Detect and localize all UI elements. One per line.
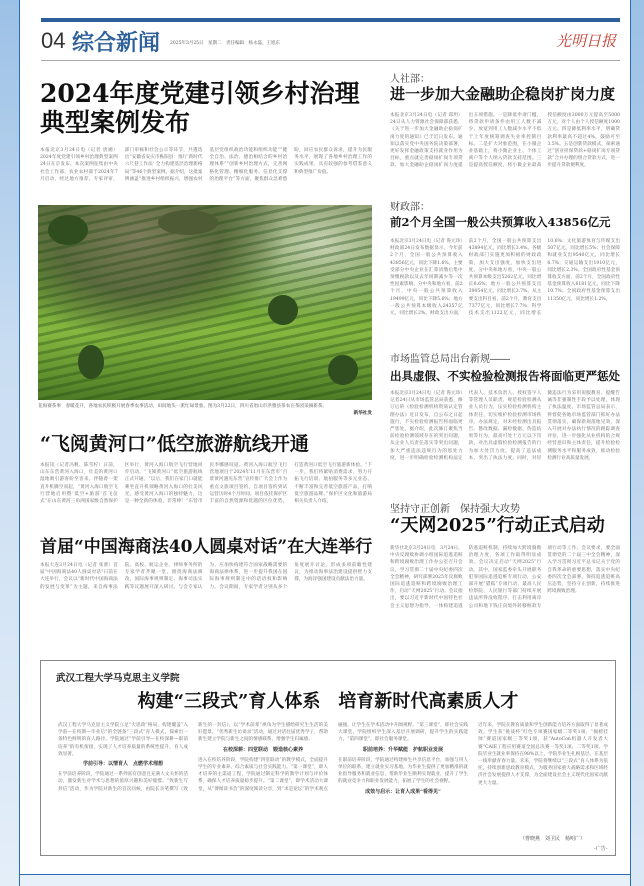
whut-subhead-3: 职前培养：升华赋能 护航职业发展 (362, 746, 443, 753)
whut-body (58, 722, 608, 830)
whut-box-title: 武汉工程大学马克思主义学院 (56, 673, 180, 684)
whut-para-4: 近年来，学院在教育质量和学生创新能力培养方面取得了显著成效。学生获“挑战杯”红色专项赛国家级二等奖1项，“揭榜挂帅”赛道国家级三等奖1项，获“AutoCon机器人开发者大赛”CAIE工程应用赛道全国总决赛一等奖1项、二等奖1项。学院毕业生就业率保持在98%以上，学院毕业生扎根基层，在基层一线奉献青春力量。未来，学院将继续以“三段式”育人体系为依托，持续创新思政教育模式，为服务国家重大战略需求和区域经济社会发展提供人才支撑，为全面建设社会主义现代化国家贡献更大力量。 (478, 723, 608, 786)
maritime-body: 本报大连3月24日电（记者 张蕾）首届“中国海商法40人圆桌对话”日前在大连举行，会议以“新时代中国海商法的发展与变革”为主题，来自海事法院、高校、航运企业、律师事务所的专家学者齐聚一堂，围绕海商法修改、国际海事规则制定、海事司法实践等议题展开深入研讨。与会专家认为，应加快构建符合国家战略需要的海商法律体系，进一步提升我国在国际海事规则制定中的话语权和影响力。会议期间，专家学者分别从多个角度展开讨论，形成多项前瞻性建议，为推动海事法治建设提供智力支撑，为海洋强国建设贡献法治力量。 (40, 563, 372, 590)
mof-body: 本报北京3月24日电（记者 鲁元珍）财政部24日发布数据显示，今年前2个月，全国一般公共预算收入43856亿元，同比下降1.6%，主要受部分中央企业在汇算清缴后集中预缴税款以及去年同期减少等一次性因素影响。分中央和地方看，前2个月，中央一般公共预算收入19499亿元，同比下降5.6%；地方一般公共预算本级收入24357亿元，同比增长2%。财政支出方面，前2个月，全国一般公共预算支出43894亿元，同比增长3.4%。各级财政部门实施更加积极的财政政策，加大支出强度，加快支出进度。分中央和地方看，中央一般公共预算本级支出5262亿元，同比增长8.6%；地方一般公共预算支出39054亿元，同比增长3.7%。从主要支出科目看，前2个月，教育支出7377亿元，同比增长7.7%；科学技术支出1122亿元，同比增长10.6%；文化旅游体育与传媒支出507亿元，同比增长5%；社会保障和就业支出9540亿元，同比增长6.7%；交通运输支出1910亿元，同比增长2.3%。全国政府性基金预算收支方面，前2个月，全国政府性基金预算收入6181亿元，同比下降10.7%；全国政府性基金预算支出11350亿元，同比增长1.2%。 (390, 239, 620, 317)
hrss-body: 本报北京3月24日电（记者 邱玥）24日从人力资源社会保障部获悉，《关于进一步加大金融助企稳岗扩岗力度的通知》已于近日发布。通知以落实党中央国务院决策部署，更好发挥金融政策支持就业作用为目标，重点就完善稳岗扩岗专项贷款、加大金融助企稳岗扩岗力度提出五项措施。一是降低申请门槛，将贷款申请条件由用工人数不减少，放宽到用工人数减少水平不低于上年度统筹调查失业率控制目标。二是扩大对象范围，在小微企业基础上，将小微企业主、个体工商户等个人纳入贷款支持范围。三是提高授信额度，将小微企业最高授信额度由3000万元提高至5000万元，对个人由个人授信额度1000万元。四是降低利率水平，明确贷款利率最高不超过4%，鼓励可至3.5%。五是创新贷款模式，探索通过“创业担保贷款+稳岗扩岗专项贷款”合并办理的组合贷款方式，进一步提升贷款便利度。 (390, 113, 620, 169)
photo-caption (38, 403, 372, 417)
hrss-headline: 进一步加大金融助企稳岗扩岗力度 (390, 85, 616, 103)
window-frame-left (0, 0, 20, 886)
whut-byline: （曹晓燕 刘卫民 杨明广） (520, 836, 586, 842)
lead-headline-line1: 2024年度党建引领乡村治理 (40, 79, 360, 108)
issue-meta: 2025年3月25日 星期二 责任编辑：杨永磊、王旭东 (170, 41, 281, 46)
whut-para-2: 进入在校培养阶段，学院构建“四堂联动”的教学模式，全面提升学生的专业素养、综合素质与社会实践能力。“第一课堂”，即人才培养的主渠道工程，学院通过制定科学的教学计划与评价体系，确保人才培养质量稳步提升。“第二课堂”，即学术活动大课堂，从“博闻读书会”的深度阅读分享，到“求是论坛”的学术观点碰撞，让学生在学术活动中开阔视野。“第三课堂”，即社会实践大课堂，学院组织学生深入基层开展调研，提升学生的实践能力。“第四课堂”，即社会服务课堂。 (198, 723, 468, 792)
maritime-headline: 首届“中国海商法40人圆桌对话”在大连举行 (40, 537, 373, 557)
ad-mark: -广告- (594, 846, 608, 852)
whut-subhead-2: 在校深耕：四堂联动 锻造核心素养 (222, 746, 303, 753)
flight-headline: “飞阅黄河口”低空旅游航线开通 (40, 433, 309, 455)
window-frame-bottom (20, 874, 630, 886)
lead-body: 本报北京3月24日电（记者 唐湘）2024年度党建引领乡村治理典型案例24日在京发布。本次案例征集由中央社会工作部、农业农村部于2024年7月启动，经过地方推荐、专家评审、部门审核和社会公示等环节，共遴选出“安徽省安庆市枞阳县：推行‘新时代六尺巷工作法’ 全力构建基层治理新格局”等46个典型案例。据介绍，这批案例涵盖“推进乡村组织振兴，增强农村基层党组织政治功能和组织功能”“健全自治、法治、德治相结合的乡村治理体系”“创新乡村治理方式，完善网格化管理、精细化服务、信息化支撑的治理平台”等方面，聚焦群众急难愁盼，回应农民群众诉求，提升为民服务水平，展现了各地乡村治理工作的实践成果，具有较强的参考借鉴意义和典型推广价值。 (40, 148, 372, 182)
photo-caption-text: 花海赛茶事 春暖花开，各地农民积极开展春季农事活动，田间地头一派忙碌景象。图为3月22日，四川省眉山市洪雅县茶农在茶园采摘新茶。 (38, 404, 327, 409)
whut-subhead-4: 成效与启示：让育人成果“看得见” (365, 788, 441, 795)
samr-headline: 出具虚假、不实检验检测报告将面临更严惩处 (390, 369, 620, 383)
mof-headline: 前2个月全国一般公共预算收入43856亿元 (390, 215, 611, 229)
skynet-body: 新华社北京3月24日电 3月24日，中央反腐败协调小组国际追逃追赃和跨境腐败治理工作办公室召开会议，学习贯彻二十届中央纪委四次全会精神，研究部署2025年反腐败国际追逃追赃和跨境腐败治理工作，启动“天网2025”行动。会议指出，要以习近平新时代中国特色社会主义思想为指导，一体构建追逃防逃追赃机制，持续加大跨境腐败治理力度，各项工作取得明显成效。会议决定启动“天网2025”行动。其中，国家监委牵头开展职务犯罪国际追逃追赃专项行动，公安部开展“猎狐”专项行动，最高人民检察院、人民银行等部门持续开展违法所得没收程序、打击利用离岸公司和地下钱庄向境外转移赃款专项行动等工作。会议要求，要全面贯彻党的二十届三中全会精神，深入学习贯彻习近平总书记关于党的自我革命的重要思想，落实中央纪委四次全会部署，保持追逃追赃高压态势，坚持守正创新，持续推进跨境腐败治理。 (390, 546, 620, 609)
masthead-rule (41, 18, 620, 22)
whut-intro: 武汉工程大学马克思主义学院立足“大思政”格局，构建覆盖“入学前—在校期—毕业后”的全链条“三段式”育人模式，探索出一条特色鲜明的育人路径。学院通过“学前引导—在校深耕—职前培养”的有机衔接，实现了人才培养质量的系统性提升，育人成效显著。 (58, 723, 188, 757)
photo-credit: 新华社发 (353, 411, 372, 416)
window-frame-right (630, 0, 644, 886)
skynet-kicker: 坚持守正创新 保持强大攻势 (390, 504, 520, 515)
lead-headline (40, 80, 380, 138)
skynet-headline: “天网2025”行动正式启动 (390, 515, 605, 536)
page-number: 04 (41, 28, 66, 53)
hrss-kicker: 人社部： (390, 74, 430, 85)
whut-para-3: 在职前培养阶段，学院通过构建师生共享信息平台，加强与用人单位的联系，建立就业实习基地，为毕业生提供了更加精准的就业指导服务和就业信息，帮助毕业生顺利实现就业，提升了学生的就业竞争力和职业发展能力，拓展了学生的社会视野。 (338, 757, 468, 785)
whut-headline: 构建“三段式”育人体系 培育新时代高素质人才 (137, 691, 519, 712)
lead-headline-line2: 典型案例发布 (40, 107, 191, 137)
tea-garden-photo (38, 205, 372, 400)
samr-body: 本报北京3月24日电（记者 鲁元珍）记者24日从市场监管总局获悉，修订后的《检验检测机构资质认定管理办法》近日发布，自公布之日起施行，不实检验检测报告将面临更严惩处。据介绍，此次修订聚焦当前检验检测领域存在的突出问题，从企业人员责任落实等突出问题，加大严重违法违规行为的惩处力度，进一步明确检验检测机构法定代表人、技术负责人、授权签字人等管理人员职责，规范检验检测从业人员行为，压实检验检测机构主体责任，切实维护检验检测市场秩序。办法规定，对未经检测出具报告、篡改数据、漏检数据、伪造结果等行为，最高可处十万元以下罚款，对出具虚假检验检测报告的行为加大处罚力度，提高了违法成本，突出了执法力度。同时，对轻微违法行为采用说服教育、提醒告诫等非强制性手段予以处理，体现了执法温度。市场监管总局表示，将督促各地市场监管部门抓好办法贯彻落实，确保新规落地见效，深入开展对办法执行情况的跟踪调查评估，进一步强化从业机构的合规经营意识和主体责任，提升检验检测服务水平和服务成效，推动检验检测行业高质量发展。 (390, 391, 620, 461)
mof-kicker: 财政部： (390, 202, 430, 213)
section-title: 综合新闻 (72, 30, 161, 56)
whut-subhead-1: 学前引导：以情育人 点燃学术理想 (82, 761, 163, 768)
flight-body: 本报讯（记者冯帆、陈雪柠）日前，山东东营黄河入海口，壮美的黄河口湿地吸引游客纷至沓来。伴随着一架直升机腾空而起，“黄河入海口航空飞行营地启用暨‘低空+旅游’首飞仪式”在山东黄河三角洲国家级自然保护区举行，黄河入海口航空飞行营地同步启动，“飞阅黄河口”低空旅游航线正式开通。“以后，我们在家门口就能乘坐直升机领略黄河入海口的壮美风光，感受黄河入海口的独特魅力，这是一种全新的体验，非常棒！”东营市民李娜感叹道。黄河入海口航空飞行营地项目于2024年11月在东营市“百景黄河遇见东营”宣传推广大会上作为重点文旅项目签约，自项目签约到试运营历时4个月时间。项目依托保护区丰富的自然资源和优越的区位优势，打造黄河口低空飞行旅游新体验。“下一步，我们将紧贴消费需求，努力开拓飞行培训、航拍服务等多元业态，不断丰富和完善低空旅游产品，打响低空旅游品牌。”保护区文化和旅游局相关负责人介绍。 (40, 463, 372, 505)
samr-kicker: 市场监管总局出台新规—— (390, 354, 510, 365)
whut-para-1: 在学前培养阶段，学院通过一系列富有创意且充满人文关怀的活动，激发新生对学术与思想的浓厚兴趣和美好憧憬。“致新生写封信”活动，作为学院对新生的首次问候，由院长亲笔撰写《致新生的一封信》，以“学术前辈”视角为学生描绘研究生生活的美好愿景。“优秀新生访谈录”活动，通过对话往届优秀学子，帮助新生建立学院与新生之间的情感联系，增强学生归属感。 (58, 723, 328, 792)
newspaper-logo: 光明日报 (556, 32, 617, 50)
header-divider (41, 60, 620, 61)
